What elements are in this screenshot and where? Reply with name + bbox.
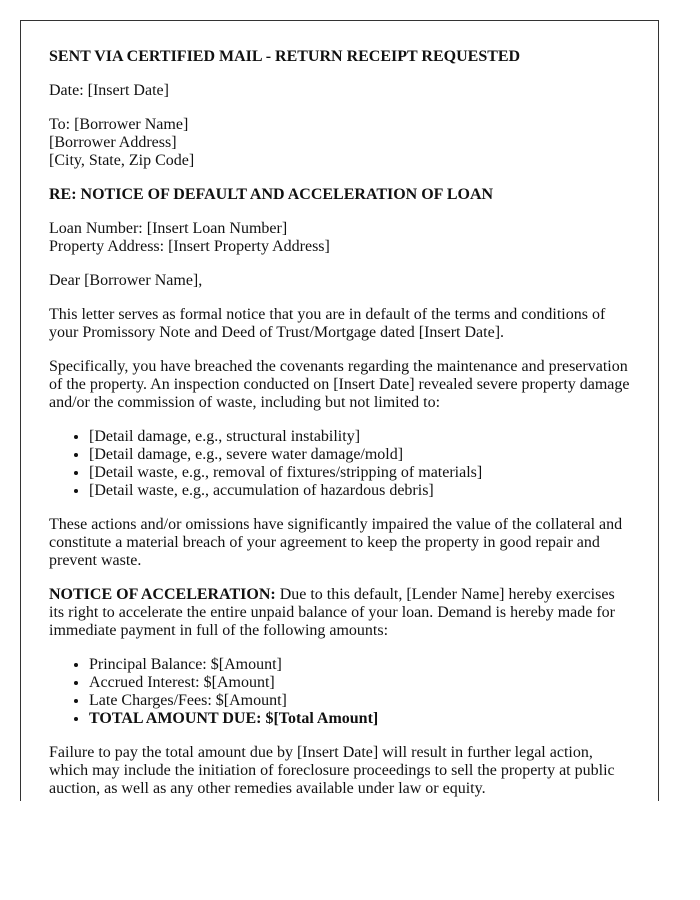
loan-number: Loan Number: [Insert Loan Number] [49, 220, 288, 237]
letter-page [20, 20, 659, 801]
breach-paragraph: Specifically, you have breached the covenants regarding the maintenance and preservation of the property. An inspection conducted on [Insert Date] revealed severe property damage and/or the commission of waste, including but not limited to: [49, 358, 630, 411]
amount-item-late-charges: • Late Charges/Fees: $[Amount] [89, 692, 630, 710]
subject-line: RE: NOTICE OF DEFAULT AND ACCELERATION OF LOAN [49, 186, 494, 203]
amounts-list [49, 656, 630, 728]
recipient-name: To: [Borrower Name] [49, 116, 189, 133]
loan-info-block [49, 220, 630, 256]
damage-item: • [Detail waste, e.g., removal of fixtures/stripping of materials] [89, 464, 630, 482]
recipient-city: [City, State, Zip Code] [49, 152, 195, 169]
acceleration-body: Due to this default, [Lender Name] hereby exercises its right to accelerate the entire unpaid balance of your loan. Demand is hereby made for immediate payment in full of the following amounts: [49, 586, 615, 639]
damage-item: • [Detail damage, e.g., severe water damage/mold] [89, 446, 630, 464]
amount-item-principal: • Principal Balance: $[Amount] [89, 656, 630, 674]
certified-mail-header: SENT VIA CERTIFIED MAIL - RETURN RECEIPT REQUESTED [49, 48, 521, 65]
recipient-block [49, 116, 630, 170]
acceleration-paragraph [49, 586, 630, 640]
amount-item-total: • TOTAL AMOUNT DUE: $[Total Amount] [89, 710, 630, 728]
failure-paragraph: Failure to pay the total amount due by [Insert Date] will result in further legal action, which may include the initiation of foreclosure proceedings to sell the property at public auction, as well as any other remedies available under law or equity. [49, 744, 615, 797]
amount-item-interest: • Accrued Interest: $[Amount] [89, 674, 630, 692]
damage-list [49, 428, 630, 500]
property-address: Property Address: [Insert Property Address] [49, 238, 330, 255]
date-line: Date: [Insert Date] [49, 82, 169, 99]
salutation: Dear [Borrower Name], [49, 272, 203, 289]
acceleration-label: NOTICE OF ACCELERATION: [49, 586, 276, 603]
damage-item: • [Detail waste, e.g., accumulation of hazardous debris] [89, 482, 630, 500]
recipient-address: [Borrower Address] [49, 134, 177, 151]
intro-paragraph: This letter serves as formal notice that you are in default of the terms and conditions of your Promissory Note and Deed of Trust/Mortgage dated [Insert Date]. [49, 306, 606, 341]
impairment-paragraph: These actions and/or omissions have significantly impaired the value of the collateral and constitute a material breach of your agreement to keep the property in good repair and prevent waste. [49, 516, 623, 569]
damage-item: • [Detail damage, e.g., structural instability] [89, 428, 630, 446]
